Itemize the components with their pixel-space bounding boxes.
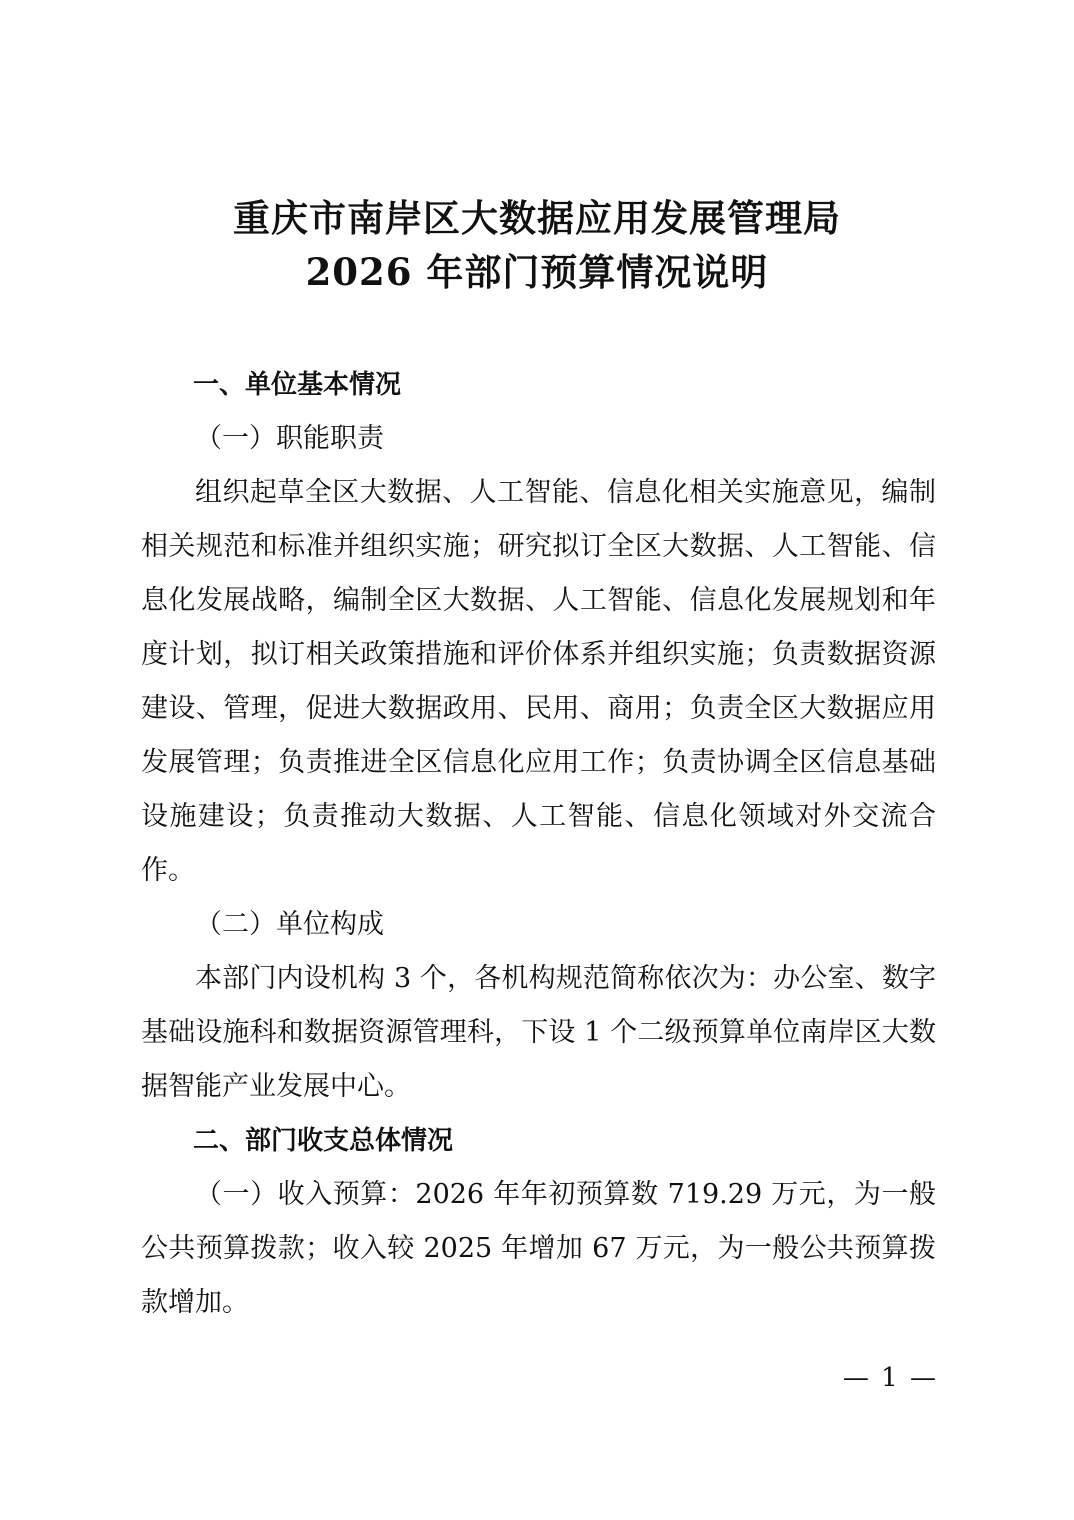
page-number: — 1 — bbox=[842, 1363, 938, 1393]
section-2-heading: 二、部门收支总体情况 bbox=[193, 1126, 454, 1156]
section-1-1-paragraph: 组织起草全区大数据、人工智能、信息化相关实施意见，编制相关规范和标准并组织实施；研究拟订全区大数据、人工智能、信息化发展战略，编制全区大数据、人工智能、信息化发展规划和年度计划，拟订相关政策措施和评价体系并组织实施；负责数据资源建设、管理，促进大数据政用、民用、商用；负责全区大数据应用发展管理；负责推进全区信息化应用工作；负责协调全区信息基础设施建设；负责推动大数据、人工智能、信息化领域对外交流合作。 bbox=[141, 477, 936, 886]
document-body bbox=[141, 358, 936, 1330]
section-2-1-paragraph: （一）收入预算：2026 年年初预算数 719.29 万元，为一般公共预算拨款；收入较 2025 年增加 67 万元，为一般公共预算拨款增加。 bbox=[141, 1179, 936, 1318]
document-title-line-2: 2026 年部门预算情况说明 bbox=[305, 250, 769, 294]
section-1-2-paragraph: 本部门内设机构 3 个，各机构规范简称依次为：办公室、数字基础设施科和数据资源管理科，下设 1 个二级预算单位南岸区大数据智能产业发展中心。 bbox=[141, 963, 936, 1102]
document-title-line-1: 重庆市南岸区大数据应用发展管理局 bbox=[233, 196, 841, 240]
section-1-2-heading: （二）单位构成 bbox=[195, 909, 384, 940]
section-1-heading: 一、单位基本情况 bbox=[193, 370, 402, 400]
section-1-1-heading: （一）职能职责 bbox=[195, 423, 384, 454]
